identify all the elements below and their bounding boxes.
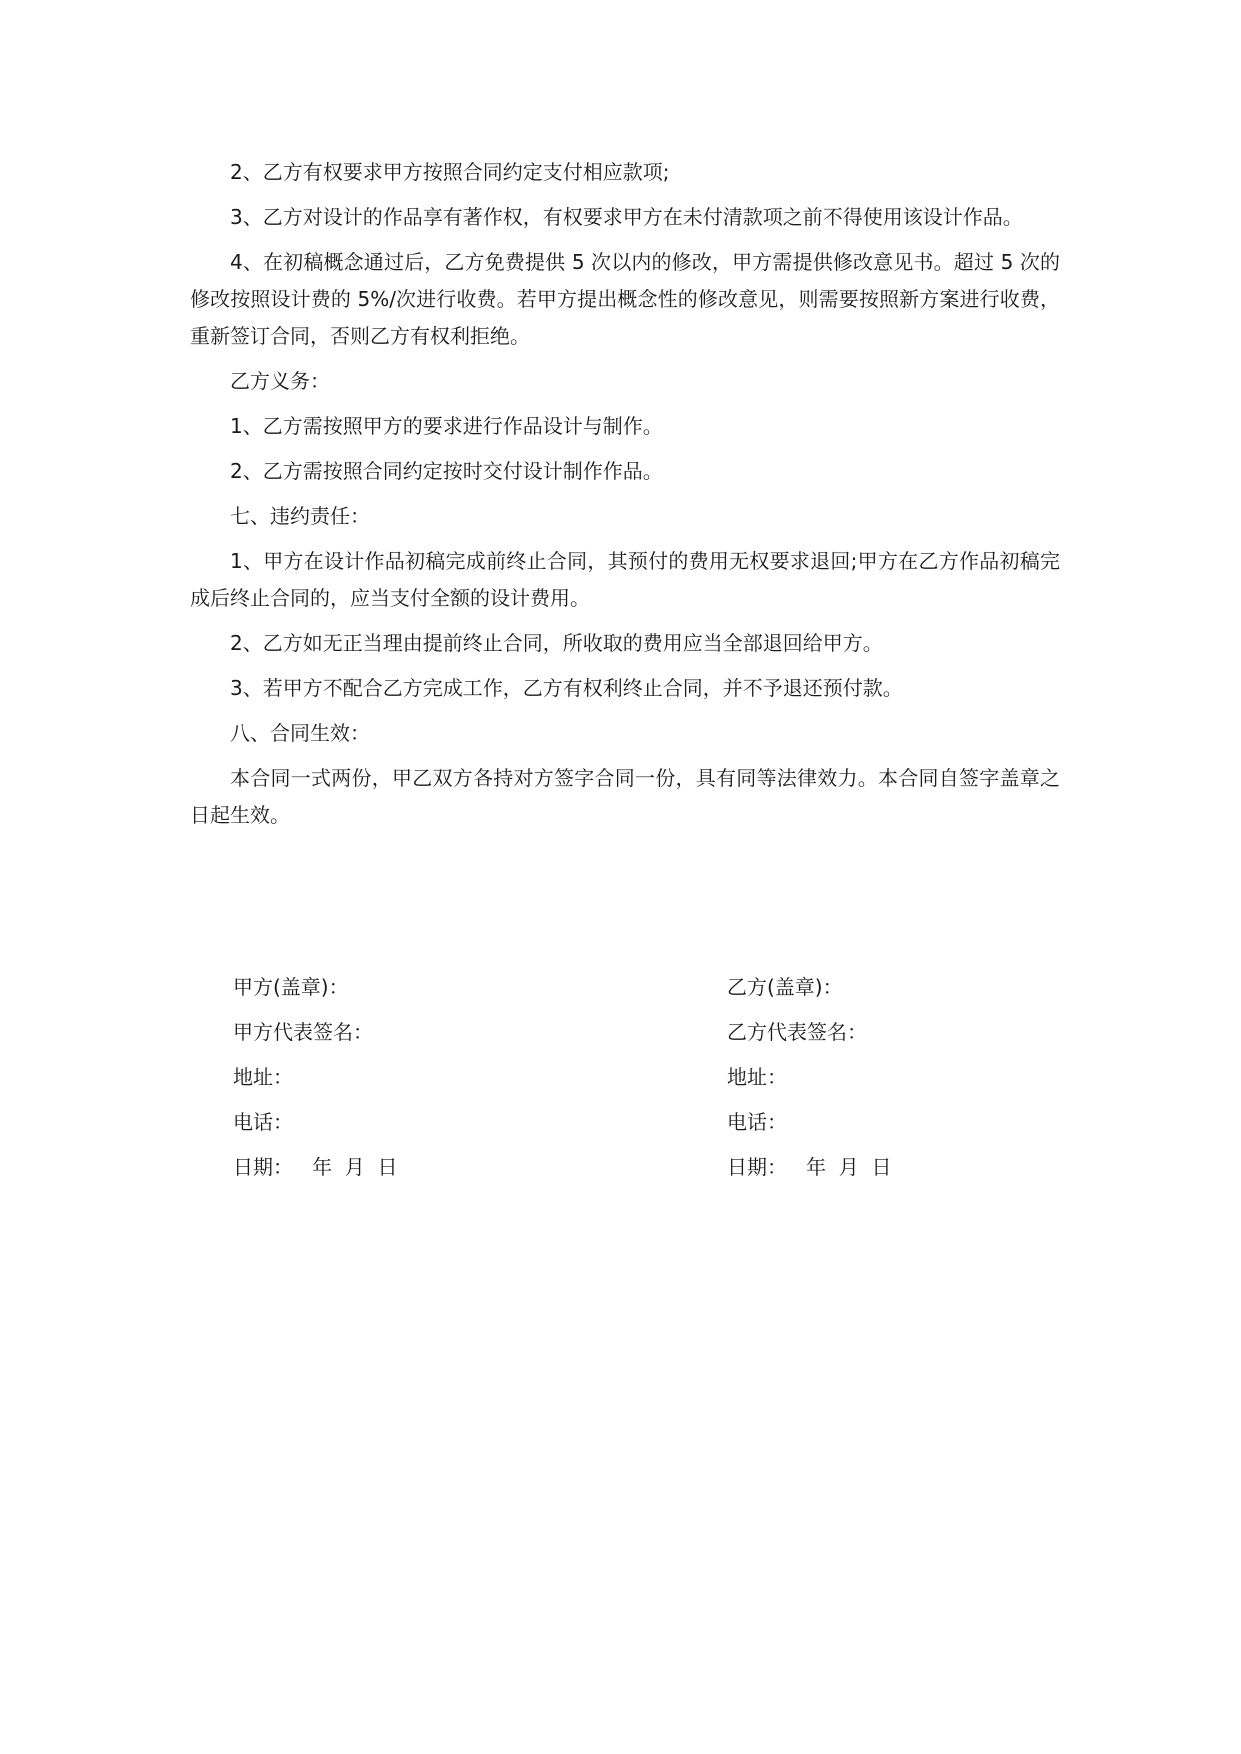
- clause-contract-effect: 本合同一式两份，甲乙双方各持对方签字合同一份，具有同等法律效力。本合同自签字盖章之日起生效。: [190, 766, 1060, 827]
- party-b-phone-label: 电话：: [727, 1110, 787, 1134]
- party-a-phone-label: 电话：: [233, 1110, 293, 1134]
- party-b-signature: [727, 965, 892, 1190]
- heading-b-obligations: 乙方义务：: [230, 369, 330, 393]
- heading-contract-effect: 八、合同生效：: [230, 721, 370, 745]
- clause-breach-1: 1、甲方在设计作品初稿完成前终止合同，其预付的费用无权要求退回;甲方在乙方作品初稿完成后终止合同的，应当支付全额的设计费用。: [190, 549, 1060, 610]
- contract-body: [190, 154, 1060, 842]
- clause-b-right-2: 2、乙方有权要求甲方按照合同约定支付相应款项;: [230, 160, 670, 184]
- party-a-seal-label: 甲方(盖章)：: [233, 975, 349, 999]
- party-b-date-label: 日期： 年 月 日: [727, 1155, 892, 1179]
- party-a-address-label: 地址：: [233, 1065, 293, 1089]
- party-a-signature: [233, 965, 398, 1190]
- party-b-rep-label: 乙方代表签名：: [727, 1020, 867, 1044]
- party-a-rep-label: 甲方代表签名：: [233, 1020, 373, 1044]
- party-a-date-label: 日期： 年 月 日: [233, 1155, 398, 1179]
- clause-b-right-3: 3、乙方对设计的作品享有著作权，有权要求甲方在未付清款项之前不得使用该设计作品。: [230, 205, 1023, 229]
- clause-b-obligation-2: 2、乙方需按照合同约定按时交付设计制作作品。: [230, 459, 663, 483]
- party-b-address-label: 地址：: [727, 1065, 787, 1089]
- clause-breach-2: 2、乙方如无正当理由提前终止合同，所收取的费用应当全部退回给甲方。: [230, 631, 883, 655]
- clause-breach-3: 3、若甲方不配合乙方完成工作，乙方有权利终止合同，并不予退还预付款。: [230, 676, 903, 700]
- clause-b-obligation-1: 1、乙方需按照甲方的要求进行作品设计与制作。: [230, 414, 663, 438]
- clause-b-right-4: 4、在初稿概念通过后，乙方免费提供 5 次以内的修改，甲方需提供修改意见书。超过 5 次的修改按照设计费的 5%/次进行收费。若甲方提出概念性的修改意见，则需要按照新方案进行收费，重新签订合同，否则乙方有权利拒绝。: [190, 250, 1060, 348]
- heading-breach-liability: 七、违约责任：: [230, 504, 370, 528]
- party-b-seal-label: 乙方(盖章)：: [727, 975, 843, 999]
